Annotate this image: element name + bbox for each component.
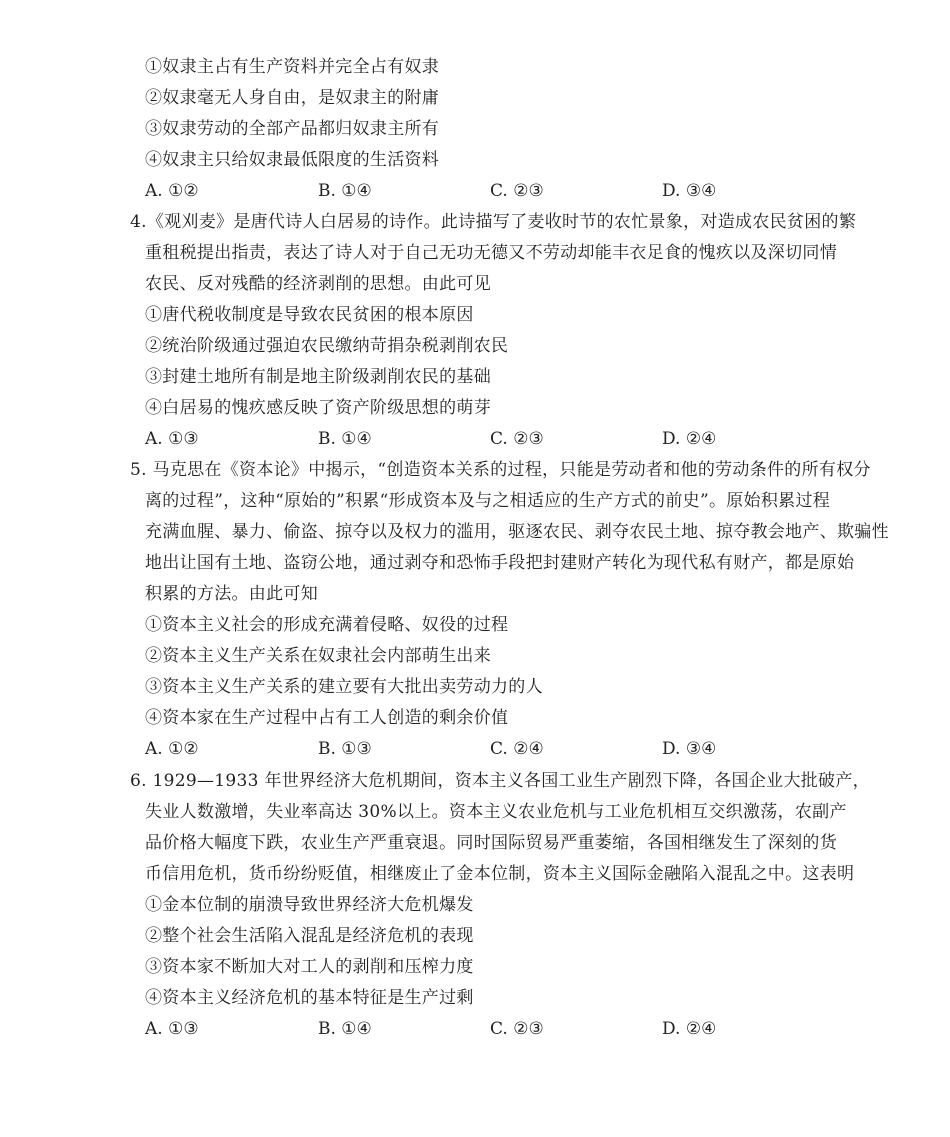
answer-choices (130, 176, 820, 207)
option-3: ③资本主义生产关系的建立要有大批出卖劳动力的人 (145, 677, 543, 697)
option-2: ②统治阶级通过强迫农民缴纳苛捐杂税剥削农民 (145, 336, 509, 356)
option-2: ②整个社会生活陷入混乱是经济危机的表现 (145, 926, 474, 946)
answer-choices (130, 1014, 820, 1045)
option-4: ④资本家在生产过程中占有工人创造的剩余价值 (145, 708, 509, 728)
option-3: ③封建土地所有制是地主阶级剥削农民的基础 (145, 367, 491, 387)
answer-c: C. ②③ (490, 1019, 544, 1039)
answer-choices (130, 424, 820, 455)
answer-a: A. ①② (145, 739, 199, 759)
option-1: ①金本位制的崩溃导致世界经济大危机爆发 (145, 895, 474, 915)
answer-choices (130, 734, 820, 765)
answer-c: C. ②④ (490, 739, 544, 759)
option-4: ④白居易的愧疚感反映了资产阶级思想的萌芽 (145, 398, 491, 418)
option-2: ②资本主义生产关系在奴隶社会内部萌生出来 (145, 646, 491, 666)
answer-c: C. ②③ (490, 181, 544, 201)
option-4: ④资本主义经济危机的基本特征是生产过剩 (145, 988, 474, 1008)
question-stem-line: 农民、反对残酷的经济剥削的思想。由此可见 (145, 274, 491, 294)
question-3-continued (130, 52, 820, 207)
answer-d: D. ③④ (662, 181, 717, 201)
question-stem-line: 4.《观刈麦》是唐代诗人白居易的诗作。此诗描写了麦收时节的农忙景象，对造成农民贫困的繁 (130, 212, 857, 232)
option-1: ①奴隶主占有生产资料并完全占有奴隶 (145, 57, 440, 77)
question-6 (130, 766, 870, 1045)
option-1: ①唐代税收制度是导致农民贫困的根本原因 (145, 305, 474, 325)
question-stem-line: 6. 1929—1933 年世界经济大危机期间，资本主义各国工业生产剧烈下降，各国企业大批破产， (130, 771, 870, 791)
question-stem-line: 5. 马克思在《资本论》中揭示，“创造资本关系的过程，只能是劳动者和他的劳动条件的所有权分 (130, 460, 871, 480)
answer-a: A. ①② (145, 181, 199, 201)
option-3: ③奴隶劳动的全部产品都归奴隶主所有 (145, 119, 440, 139)
question-stem-line: 地出让国有土地、盗窃公地，通过剥夺和恐怖手段把封建财产转化为现代私有财产，都是原始 (145, 553, 855, 573)
option-3: ③资本家不断加大对工人的剥削和压榨力度 (145, 957, 474, 977)
answer-a: A. ①③ (145, 1019, 199, 1039)
question-stem-line: 积累的方法。由此可知 (145, 584, 318, 604)
answer-b: B. ①④ (318, 1019, 372, 1039)
question-stem-line: 离的过程”，这种“原始的”积累“形成资本及与之相适应的生产方式的前史”。原始积累过程 (145, 491, 831, 511)
answer-c: C. ②③ (490, 429, 544, 449)
question-stem-line: 充满血腥、暴力、偷盗、掠夺以及权力的滥用，驱逐农民、剥夺农民土地、掠夺教会地产、欺骗性 (145, 522, 889, 542)
question-4 (130, 207, 857, 455)
answer-a: A. ①③ (145, 429, 199, 449)
answer-b: B. ①③ (318, 739, 372, 759)
option-4: ④奴隶主只给奴隶最低限度的生活资料 (145, 150, 440, 170)
question-stem-line: 币信用危机，货币纷纷贬值，相继废止了金本位制，资本主义国际金融陷入混乱之中。这表明 (145, 864, 855, 884)
question-stem-line: 失业人数激增，失业率高达 30%以上。资本主义农业危机与工业危机相互交织激荡，农副产 (145, 802, 847, 822)
answer-d: D. ③④ (662, 739, 717, 759)
answer-b: B. ①④ (318, 429, 372, 449)
answer-d: D. ②④ (662, 1019, 717, 1039)
question-5 (130, 455, 889, 765)
option-2: ②奴隶毫无人身自由，是奴隶主的附庸 (145, 88, 440, 108)
answer-b: B. ①④ (318, 181, 372, 201)
question-stem-line: 品价格大幅度下跌，农业生产严重衰退。同时国际贸易严重萎缩，各国相继发生了深刻的货 (145, 833, 837, 853)
answer-d: D. ②④ (662, 429, 717, 449)
option-1: ①资本主义社会的形成充满着侵略、奴役的过程 (145, 615, 509, 635)
question-stem-line: 重租税提出指责，表达了诗人对于自己无功无德又不劳动却能丰衣足食的愧疚以及深切同情 (145, 243, 837, 263)
